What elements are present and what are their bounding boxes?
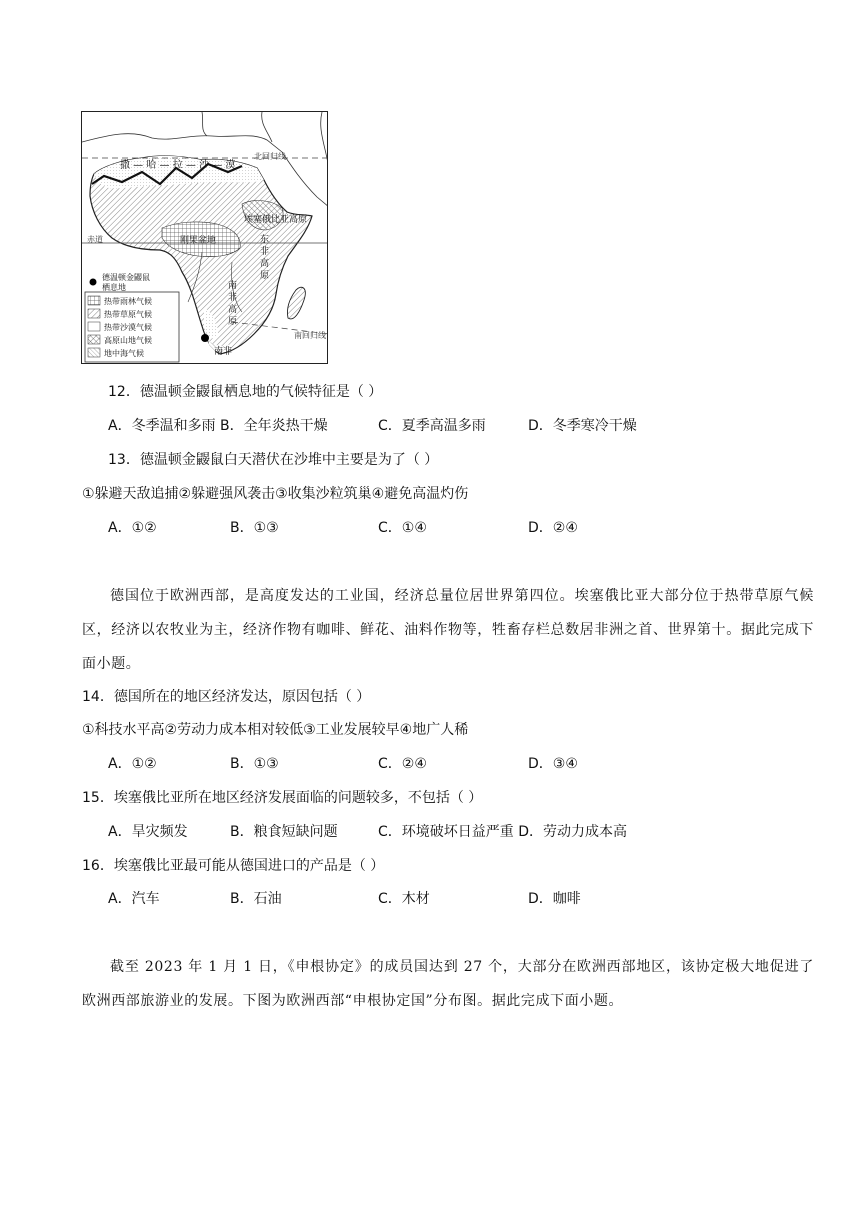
legend-dot-icon xyxy=(90,279,97,286)
legend-swatch-desert xyxy=(88,322,100,331)
q14-option-c[interactable]: C．②④ xyxy=(378,756,427,772)
legend-swatch-rainforest xyxy=(88,296,100,305)
q13-option-d[interactable]: D．②④ xyxy=(528,520,578,536)
q16-option-b[interactable]: B．石油 xyxy=(230,891,282,907)
map-label-south-1: 南 xyxy=(228,281,238,291)
q12-option-c[interactable]: C．夏季高温多雨 xyxy=(378,418,486,434)
map-label-tropic-cancer: 北回归线 xyxy=(254,152,286,161)
q15-stem: 15．埃塞俄比亚所在地区经济发展面临的问题较多，不包括（ ） xyxy=(82,790,483,806)
q15-option-a[interactable]: A．旱灾频发 xyxy=(108,824,188,840)
q13-choices: ①躲避天敌追捕②躲避强风袭击③收集沙粒筑巢④避免高温灼伤 xyxy=(82,486,469,502)
habitat-dot xyxy=(201,334,209,342)
q14-choices: ①科技水平高②劳动力成本相对较低③工业发展较早④地广人稀 xyxy=(82,722,469,738)
q12-option-d[interactable]: D．冬季寒冷干燥 xyxy=(528,418,637,434)
legend-swatch-savanna xyxy=(88,309,100,318)
map-label-south-africa: 南非 xyxy=(214,347,233,357)
map-label-east-3: 高 xyxy=(260,259,270,269)
map-label-south-3: 高 xyxy=(228,305,238,315)
q13-option-a[interactable]: A．①② xyxy=(108,520,157,536)
q16-stem: 16．埃塞俄比亚最可能从德国进口的产品是（ ） xyxy=(82,858,385,874)
q14-stem: 14．德国所在的地区经济发达，原因包括（ ） xyxy=(82,689,371,705)
q16-option-c[interactable]: C．木材 xyxy=(378,891,430,907)
q12-stem: 12．德温顿金鼹鼠栖息地的气候特征是（ ） xyxy=(108,384,383,400)
q16-option-a[interactable]: A．汽车 xyxy=(108,891,160,907)
q12-option-ab[interactable]: A．冬季温和多雨 B．全年炎热干燥 xyxy=(108,418,328,434)
legend-item-2: 热带沙漠气候 xyxy=(104,323,152,332)
legend-item-4: 地中海气候 xyxy=(104,349,144,358)
q14-option-b[interactable]: B．①③ xyxy=(230,756,279,772)
legend-item-0: 热带雨林气候 xyxy=(104,297,152,306)
map-label-sahara: 撒 — 哈 — 拉 — 沙 — 漠 xyxy=(120,160,236,171)
map-label-east-4: 原 xyxy=(260,271,270,281)
legend-swatch-mediterranean xyxy=(88,348,100,357)
map-label-equator: 赤道 xyxy=(87,235,103,244)
map-label-south-4: 原 xyxy=(228,317,238,327)
map-label-ethiopia: 埃塞俄比亚高原 xyxy=(244,215,308,225)
legend-item-1: 热带草原气候 xyxy=(104,310,152,319)
africa-climate-map xyxy=(81,111,328,364)
q14-option-a[interactable]: A．①② xyxy=(108,756,157,772)
madagascar xyxy=(287,287,305,319)
q15-option-cd[interactable]: C．环境破坏日益严重 D．劳动力成本高 xyxy=(378,824,628,840)
q16-option-d[interactable]: D．咖啡 xyxy=(528,891,581,907)
map-label-east-2: 非 xyxy=(260,247,270,257)
q14-option-d[interactable]: D．③④ xyxy=(528,756,578,772)
q13-option-b[interactable]: B．①③ xyxy=(230,520,279,536)
map-label-east-1: 东 xyxy=(260,235,270,245)
legend-swatch-highland xyxy=(88,335,100,344)
map-label-congo: 刚果盆地 xyxy=(180,236,217,246)
q13-stem: 13．德温顿金鼹鼠白天潜伏在沙堆中主要是为了（ ） xyxy=(108,452,439,468)
map-label-tropic-capricorn: 南回归线 xyxy=(294,331,326,340)
passage-schengen: 截至 2023 年 1 月 1 日，《申根协定》的成员国达到 27 个，大部分在欧洲西部地区，该协定极大地促进了欧洲西部旅游业的发展。下图为欧洲西部“申根协定国”分布图。据此完成下面小题。 xyxy=(82,959,814,1009)
q15-option-b[interactable]: B．粮食短缺问题 xyxy=(230,824,338,840)
q13-option-c[interactable]: C．①④ xyxy=(378,520,427,536)
map-label-south-2: 非 xyxy=(228,293,238,303)
legend-habitat-line2: 栖息地 xyxy=(102,283,126,292)
legend-item-3: 高原山地气候 xyxy=(104,336,152,345)
legend-habitat-line1: 德温顿金鼹鼠 xyxy=(102,273,150,282)
passage-germany-ethiopia: 德国位于欧洲西部，是高度发达的工业国，经济总量位居世界第四位。埃塞俄比亚大部分位于热带草原气候区，经济以农牧业为主，经济作物有咖啡、鲜花、油料作物等，牲畜存栏总数居非洲之首、世界第十。据此完成下面小题。 xyxy=(82,588,814,672)
